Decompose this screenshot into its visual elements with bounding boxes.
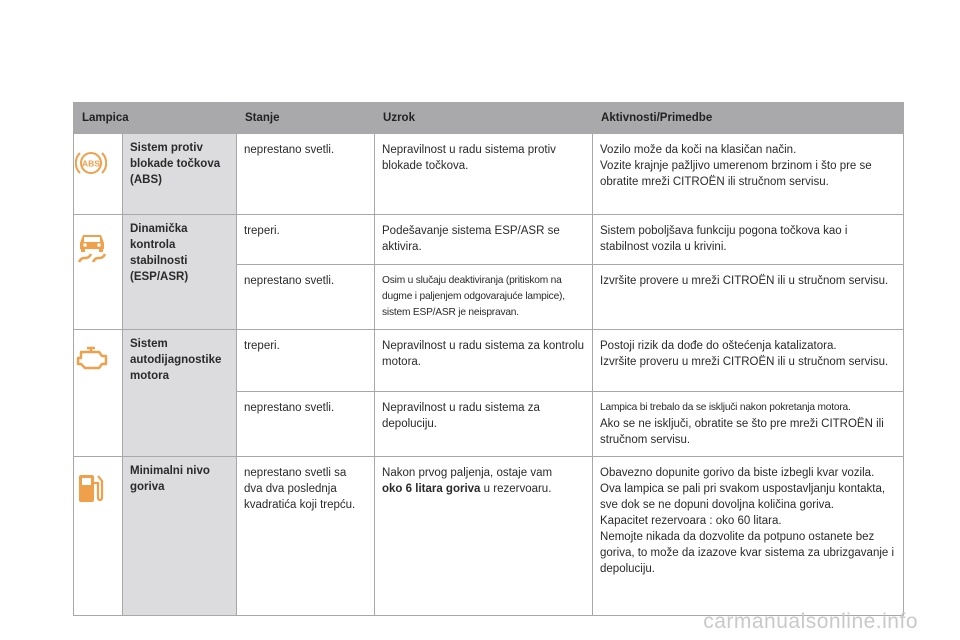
fuel-pump-icon [75,471,105,505]
fuel-name: Minimalni nivo goriva [123,457,237,616]
fuel-aktivnosti-line: Nemojte nikada da dozvolite da potpuno ostanete bez goriva, to može da izazove kvar sistema za ubrizgavanje i depoluciju. [600,531,895,575]
fuel-icon-cell [74,457,123,616]
table-row-esp-1 [74,215,904,265]
fuel-aktivnosti [593,457,904,616]
abs-stanje: neprestano svetli. [237,134,375,215]
esp-uzrok-1: Podešavanje sistema ESP/ASR se aktivira. [375,215,593,265]
svg-text:ABS: ABS [82,158,100,169]
header-lampica: Lampica [74,103,237,134]
warning-lights-table [73,102,904,616]
engine-aktivnosti-2 [593,392,904,457]
engine-aktivnosti-1 [593,330,904,392]
esp-name: Dinamička kontrola stabilnosti (ESP/ASR) [123,215,237,330]
esp-skidding-car-icon [75,229,109,265]
engine-stanje-2: neprestano svetli. [237,392,375,457]
watermark: carmanualsonline.info [703,610,918,633]
esp-uzrok-2: Osim u slučaju deaktiviranja (pritiskom na dugme i paljenjem odgovarajuće lampice), sistem ESP/ASR je neispravan. [375,265,593,330]
esp-stanje-2: neprestano svetli. [237,265,375,330]
fuel-aktivnosti-line: Obavezno dopunite gorivo da biste izbegli kvar vozila. [600,467,875,479]
esp-aktivnosti-2: Izvršite provere u mreži CITROËN ili u stručnom servisu. [593,265,904,330]
engine-aktivnosti-2-line: Lampica bi trebalo da se isključi nakon pokretanja motora. [600,402,851,413]
fuel-aktivnosti-line: Kapacitet rezervoara : oko 60 litara. [600,515,782,527]
abs-name: Sistem protiv blokade točkova (ABS) [123,134,237,215]
esp-icon-cell [74,215,123,330]
engine-icon-cell [74,330,123,457]
table-header-row [74,103,904,134]
abs-warning-icon [75,148,107,178]
esp-stanje-1: treperi. [237,215,375,265]
esp-aktivnosti-1: Sistem poboljšava funkciju pogona točkova kao i stabilnost vozila u krivini. [593,215,904,265]
table-row-abs [74,134,904,215]
fuel-uzrok-text-end: u rezervoaru. [480,483,552,495]
table-row-engine-1 [74,330,904,392]
fuel-uzrok-text: Nakon prvog paljenja, ostaje vam [382,467,553,479]
abs-aktivnosti-line: Vozite krajnje pažljivo umerenom brzinom i što pre se obratite mreži CITROËN ili stručnom servisu. [600,160,872,188]
header-stanje: Stanje [237,103,375,134]
fuel-aktivnosti-line: Ova lampica se pali pri svakom uspostavljanju kontakta, sve dok se ne dopuni dovoljna količina goriva. [600,483,886,511]
engine-aktivnosti-1-line: Postoji rizik da dođe do oštećenja katalizatora. [600,340,837,352]
fuel-stanje: neprestano svetli sa dva dva poslednja kvadratića koji trepću. [237,457,375,616]
header-aktivnosti: Aktivnosti/Primedbe [593,103,904,134]
header-uzrok: Uzrok [375,103,593,134]
abs-icon-cell [74,134,123,215]
engine-aktivnosti-1-line: Izvršite proveru u mreži CITROËN ili u stručnom servisu. [600,356,889,368]
abs-uzrok: Nepravilnost u radu sistema protiv blokade točkova. [375,134,593,215]
abs-aktivnosti [593,134,904,215]
fuel-uzrok [375,457,593,616]
engine-check-icon [75,344,109,372]
engine-uzrok-2: Nepravilnost u radu sistema za depoluciju. [375,392,593,457]
engine-uzrok-1: Nepravilnost u radu sistema za kontrolu motora. [375,330,593,392]
engine-name: Sistem autodijagnostike motora [123,330,237,457]
table-row-fuel [74,457,904,616]
engine-stanje-1: treperi. [237,330,375,392]
fuel-uzrok-bold: oko 6 litara goriva [382,483,481,495]
abs-aktivnosti-line: Vozilo može da koči na klasičan način. [600,144,797,156]
engine-aktivnosti-2-line: Ako se ne isključi, obratite se što pre mreži CITROËN ili stručnom servisu. [600,418,884,446]
